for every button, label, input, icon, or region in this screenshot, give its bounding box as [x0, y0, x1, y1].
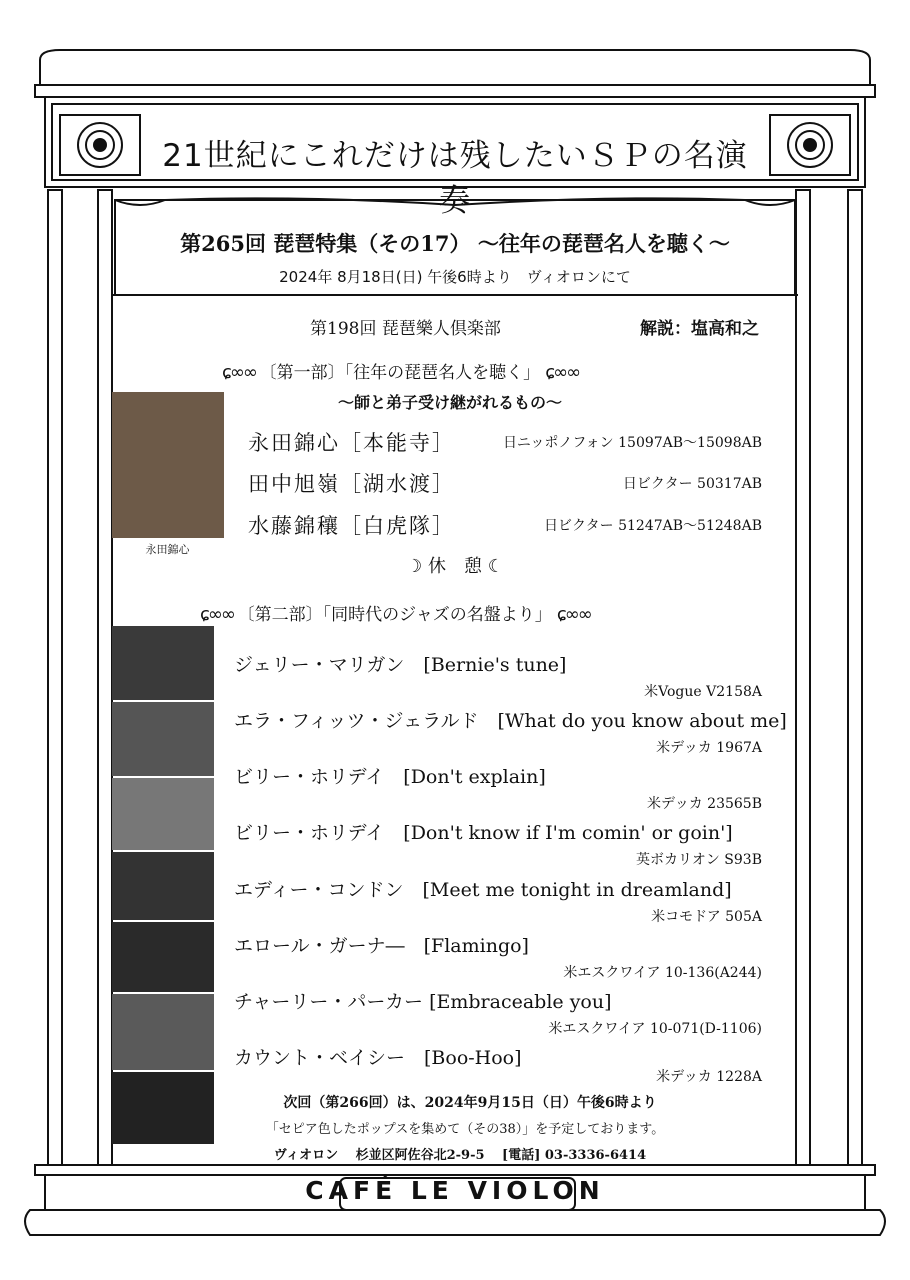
- musician-photo: [112, 702, 214, 776]
- part2-heading: 〔第二部〕「同時代のジャズの名盤より」: [237, 605, 552, 625]
- commentator: 解説：塩高和之: [640, 319, 759, 339]
- track-record: 米エスクワイア 10-136(A244): [563, 965, 762, 981]
- part2-heading-row: [200, 600, 591, 625]
- scroll-ornament-icon: ɕ∞∞: [222, 362, 260, 383]
- track-record: 米デッカ 1228A: [656, 1069, 762, 1085]
- part1-track-record-row: [440, 515, 762, 535]
- page-title: 21世紀にこれだけは残したいＳＰの名演奏: [162, 138, 748, 219]
- scroll-ornament-icon: ɕ∞∞: [200, 604, 238, 625]
- track-name: 水藤錦穰［白虎隊］: [248, 514, 455, 538]
- track-record: 米Vogue V2158A: [644, 684, 762, 700]
- musician-photo: [112, 626, 214, 700]
- track-record: 英ボカリオン S93B: [635, 852, 762, 868]
- track-title: エディー・コンドン [Meet me tonight in dreamland]: [234, 879, 732, 901]
- track-record: 米コモドア 505A: [651, 909, 762, 925]
- part1-heading: 〔第一部〕「往年の琵琶名人を聴く」: [259, 363, 541, 383]
- crescent-moon-icon: ☽: [406, 556, 428, 577]
- track-name: 田中旭嶺［湖水渡］: [248, 472, 455, 496]
- musician-photo: [112, 852, 214, 920]
- part1-track: [248, 510, 455, 540]
- intermission-label: 休 憩: [428, 556, 482, 577]
- part1-track-record-row: [440, 432, 762, 452]
- portrait-photo: [112, 392, 224, 538]
- next-event: 次回（第266回）は、2024年9月15日（日）午後6時より: [283, 1095, 657, 1111]
- track-title: エロール・ガーナ― [Flamingo]: [234, 935, 529, 957]
- event-title: 第265回 琵琶特集（その17） ～往年の琵琶名人を聴く～: [180, 231, 730, 256]
- track-record: 米エスクワイア 10-071(D-1106): [548, 1021, 762, 1037]
- part1-track: [248, 468, 455, 498]
- track-title: カウント・ベイシー [Boo-Hoo]: [234, 1047, 522, 1069]
- track-record: 米デッカ 1967A: [656, 740, 762, 756]
- club-name: 第198回 琵琶樂人倶楽部: [310, 319, 501, 339]
- event-date: 2024年 8月18日(日) 午後6時より ヴィオロンにて: [279, 268, 631, 286]
- track-record: 日ビクター 51247AB～51248AB: [543, 518, 762, 534]
- track-title: ビリー・ホリデイ [Don't explain]: [234, 766, 546, 788]
- part1-track-record-row: [440, 473, 762, 493]
- scroll-ornament-icon: ɕ∞∞: [545, 362, 580, 383]
- next-program: 「セピア色したポップスを集めて（その38）」を予定しております。: [265, 1122, 665, 1137]
- track-title: エラ・フィッツ・ジェラルド [What do you know about me]: [234, 710, 787, 732]
- track-title: ジェリー・マリガン [Bernie's tune]: [234, 654, 567, 676]
- musician-photo: [112, 994, 214, 1070]
- track-title: ビリー・ホリデイ [Don't know if I'm comin' or goin']: [234, 822, 733, 844]
- track-name: 永田錦心［本能寺］: [248, 431, 455, 455]
- cafe-logo: CAFÉ LE VIOLON: [305, 1176, 605, 1205]
- track-record: 日ビクター 50317AB: [622, 476, 762, 492]
- track-title: チャーリー・パーカー [Embraceable you]: [234, 991, 612, 1013]
- musician-photo: [112, 778, 214, 850]
- photo-caption: 永田錦心: [145, 543, 190, 556]
- intermission: [380, 552, 530, 578]
- part1-subheading: ～師と弟子受け継がれるもの～: [337, 393, 562, 412]
- track-record: 日ニッポノフォン 15097AB～15098AB: [502, 435, 762, 451]
- scroll-ornament-icon: ɕ∞∞: [556, 604, 591, 625]
- musician-photo: [112, 922, 214, 992]
- part1-track: [248, 427, 455, 457]
- part1-heading-row: [222, 358, 579, 383]
- crescent-moon-icon: ☾: [482, 556, 504, 577]
- musician-photo: [112, 1072, 214, 1144]
- track-record: 米デッカ 23565B: [647, 796, 762, 812]
- venue-address: ヴィオロン 杉並区阿佐谷北2-9-5 [電話] 03-3336-6414: [273, 1148, 647, 1163]
